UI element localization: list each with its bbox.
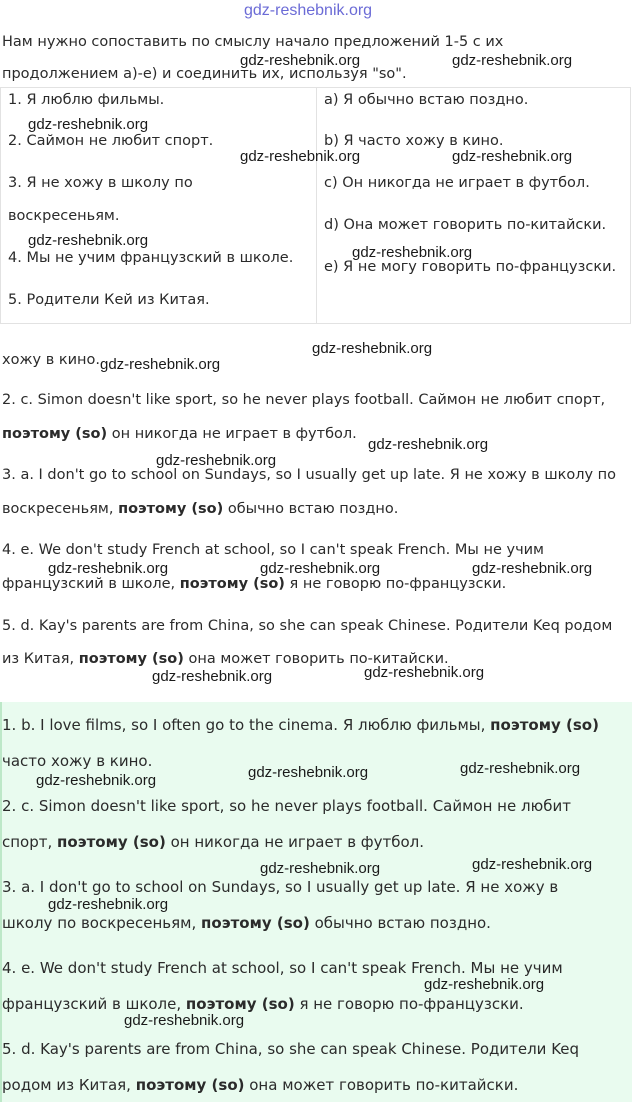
answer-2-line-1: 2. c. Simon doesn't like sport, so he never plays football. Саймон не любит спорт,	[2, 392, 606, 408]
answer-3-line-1: 3. a. I don't go to school on Sundays, so I usually get up late. Я не хожу в школу по	[2, 467, 617, 483]
final-answer-5-line-1: 5. d. Kay's parents are from China, so she can speak Chinese. Родители Keq	[2, 1040, 580, 1058]
watermark: gdz-reshebnik.org	[452, 148, 573, 165]
table-right-item: b) Я часто хожу в кино.	[324, 133, 504, 149]
watermark: gdz-reshebnik.org	[48, 560, 169, 577]
table-right-item: а) Я обычно встаю поздно.	[324, 92, 529, 108]
watermark: gdz-reshebnik.org	[424, 976, 545, 993]
watermark: gdz-reshebnik.org	[460, 760, 581, 777]
watermark: gdz-reshebnik.org	[240, 148, 361, 165]
final-answer-2-line-1: 2. c. Simon doesn't like sport, so he never plays football. Саймон не любит	[2, 797, 571, 815]
watermark: gdz-reshebnik.org	[48, 896, 169, 913]
table-left-item: 3. Я не хожу в школу по	[8, 175, 193, 191]
watermark: gdz-reshebnik.org	[124, 1012, 245, 1029]
so-connector: поэтому (so)	[179, 576, 285, 592]
table-left-item: 5. Родители Кей из Китая.	[8, 292, 210, 308]
so-connector: поэтому (so)	[135, 1076, 245, 1094]
answer-4-line-2: французский в школе, поэтому (so) я не говорю по-французски.	[2, 576, 507, 592]
final-answer-4-line-2: французский в школе, поэтому (so) я не говорю по-французски.	[2, 995, 524, 1013]
table-divider	[316, 88, 317, 323]
answer-5-line-2: из Китая, поэтому (so) она может говорить по-китайски.	[2, 651, 449, 667]
instruction-line-2: продолжением а)-е) и соединить их, используя "so".	[2, 66, 407, 82]
final-answer-3-line-1: 3. a. I don't go to school on Sundays, so I usually get up late. Я не хожу в	[2, 878, 559, 896]
answer-3-line-2: воскресеньям, поэтому (so) обычно встаю поздно.	[2, 501, 399, 517]
answer-4-line-1: 4. e. We don't study French at school, so I can't speak French. Мы не учим	[2, 542, 544, 558]
instruction-line-1: Нам нужно сопоставить по смыслу начало предложений 1-5 с их	[2, 34, 504, 50]
so-connector: поэтому (so)	[2, 426, 108, 442]
so-connector: поэтому (so)	[118, 501, 224, 517]
answer-5-line-1: 5. d. Kay's parents are from China, so she can speak Chinese. Родители Keq родом	[2, 618, 613, 634]
watermark: gdz-reshebnik.org	[364, 664, 485, 681]
table-left-item: 2. Саймон не любит спорт.	[8, 133, 214, 149]
watermark: gdz-reshebnik.org	[152, 668, 273, 685]
header-watermark: gdz-reshebnik.org	[244, 2, 373, 19]
table-right-item: е) Я не могу говорить по-французски.	[324, 259, 617, 275]
watermark: gdz-reshebnik.org	[260, 560, 381, 577]
final-answer-5-line-2: родом из Китая, поэтому (so) она может говорить по-китайски.	[2, 1076, 519, 1094]
watermark: gdz-reshebnik.org	[472, 560, 593, 577]
watermark: gdz-reshebnik.org	[452, 52, 573, 69]
so-connector: поэтому (so)	[57, 833, 166, 851]
table-right-item: d) Она может говорить по-китайски.	[324, 217, 607, 233]
watermark: gdz-reshebnik.org	[36, 772, 157, 789]
watermark: gdz-reshebnik.org	[312, 340, 433, 357]
watermark: gdz-reshebnik.org	[156, 452, 277, 469]
so-connector: поэтому (so)	[78, 651, 184, 667]
final-answer-2-line-2: спорт, поэтому (so) он никогда не играет в футбол.	[2, 833, 425, 851]
final-answer-3-line-2: школу по воскресеньям, поэтому (so) обычно встаю поздно.	[2, 914, 491, 932]
final-answer-1-line-2: часто хожу в кино.	[2, 752, 153, 770]
watermark: gdz-reshebnik.org	[472, 856, 593, 873]
watermark: gdz-reshebnik.org	[28, 116, 149, 133]
watermark: gdz-reshebnik.org	[28, 232, 149, 249]
watermark: gdz-reshebnik.org	[352, 244, 473, 261]
watermark: gdz-reshebnik.org	[100, 356, 221, 373]
so-connector: поэтому (so)	[490, 716, 599, 734]
answer-fragment: хожу в кино.	[2, 352, 101, 368]
table-left-item: 1. Я люблю фильмы.	[8, 92, 165, 108]
so-connector: поэтому (so)	[185, 995, 295, 1013]
answer-2-line-2: поэтому (so) он никогда не играет в футбол.	[2, 426, 357, 442]
table-left-item: 4. Мы не учим французский в школе.	[8, 250, 294, 266]
table-left-item: воскресеньям.	[8, 208, 120, 224]
watermark: gdz-reshebnik.org	[368, 436, 489, 453]
final-answer-4-line-1: 4. e. We don't study French at school, so I can't speak French. Мы не учим	[2, 959, 563, 977]
watermark: gdz-reshebnik.org	[248, 764, 369, 781]
table-right-item: с) Он никогда не играет в футбол.	[324, 175, 590, 191]
final-answer-1-line-1: 1. b. I love films, so I often go to the cinema. Я люблю фильмы, поэтому (so)	[2, 716, 599, 734]
watermark: gdz-reshebnik.org	[240, 52, 361, 69]
watermark: gdz-reshebnik.org	[260, 860, 381, 877]
so-connector: поэтому (so)	[201, 914, 310, 932]
